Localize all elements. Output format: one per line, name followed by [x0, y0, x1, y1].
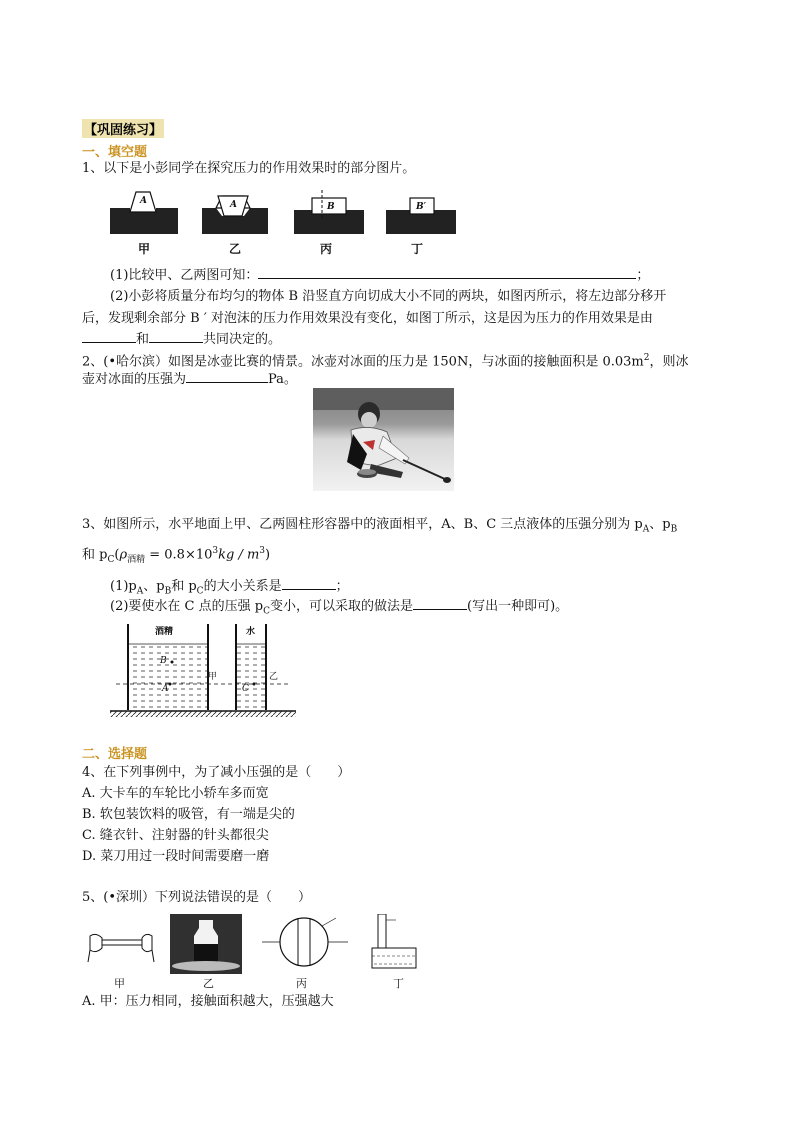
q5-stem: 5、(•深圳）下列说法错误的是（ ）: [82, 890, 312, 905]
point-c: C: [242, 684, 249, 694]
q2-blank[interactable]: [186, 370, 268, 383]
q1-part2-line2: 后，发现剩余部分 B ′ 对泡沫的压力作用效果没有变化，如图丁所示，这是因为压力的作用效果是由: [82, 311, 653, 326]
q1-label-yi: 乙: [229, 242, 242, 256]
q5-label-jia: 甲: [114, 977, 125, 990]
block-a1: A: [140, 196, 147, 206]
q4-option-d[interactable]: D. 菜刀用过一段时间需要磨一磨: [82, 849, 270, 864]
q1-label-ding: 丁: [411, 242, 424, 256]
q1-label-jia: 甲: [138, 242, 151, 256]
fig5-bing: [262, 918, 348, 966]
fig5-ding: [372, 914, 416, 968]
q5-label-bing: 丙: [296, 977, 307, 990]
fig-label-shui: 水: [246, 627, 256, 637]
q3-part2: (2)要使水在 C 点的压强 $p_C$变小，可以采取的做法是 (写出一种即可)。: [110, 599, 569, 617]
q2-line1: 2、(•哈尔滨）如图是冰壶比赛的情景。冰壶对冰面的压力是 150N，与冰面的接触面积是 $0.03m^2$，则冰: [82, 353, 689, 370]
curling-photo: [313, 388, 454, 491]
q1-part1: (1)比较甲、乙两图可知： ；: [110, 268, 650, 283]
fig5-jia: [88, 934, 154, 962]
practice-header: 【巩固练习】: [82, 119, 164, 138]
q1-blank1[interactable]: [258, 266, 636, 279]
fig-bing: [294, 190, 364, 234]
q5-figure: [86, 914, 426, 976]
q1-figure: [108, 188, 468, 238]
section-choice: 二、选择题: [82, 747, 148, 762]
q1-stem: 1、以下是小彭同学在探究压力的作用效果时的部分图片。: [82, 161, 416, 176]
q3-part1: $(1)p_A$、$p_B$和 $p_C$的大小关系是 ；: [110, 579, 349, 597]
q5-option-a[interactable]: A. 甲：压力相同，接触面积越大，压强越大: [82, 994, 334, 1009]
q4-option-b[interactable]: B. 软包装饮料的吸管，有一端是尖的: [82, 807, 295, 822]
fig5-yi: [170, 914, 242, 974]
q3-blank1[interactable]: [282, 577, 336, 590]
fig-label-jiujing: 酒精: [155, 627, 174, 637]
point-b: B: [160, 656, 167, 666]
q1-part2-line1: (2)小彭将质量分布均匀的物体 B 沿竖直方向切成大小不同的两块，如图丙所示，将左边部分移开: [110, 289, 667, 304]
q4-option-a[interactable]: A. 大卡车的车轮比小轿车多而宽: [82, 786, 269, 801]
q4-option-c[interactable]: C. 缝衣针、注射器的针头都很尖: [82, 828, 269, 843]
point-a: A: [162, 684, 169, 694]
q1-label-bing: 丙: [320, 242, 333, 256]
q1-blank2[interactable]: [82, 330, 136, 343]
q4-stem: 4、在下列事例中，为了减小压强的是（ ）: [82, 765, 351, 780]
q1-part2-line3: 和 共同决定的。: [82, 330, 281, 349]
section-fill-blank: 一、填空题: [82, 145, 148, 160]
q2-line2: 壶对冰面的压强为 Pa。: [82, 372, 297, 387]
fig-label-yi: 乙: [269, 672, 279, 682]
q3-blank2[interactable]: [413, 597, 467, 610]
q5-label-ding: 丁: [393, 977, 404, 990]
block-b: B: [327, 202, 335, 212]
block-b-prime: B′: [416, 202, 426, 212]
fig-label-jia: 甲: [208, 672, 218, 682]
q3-line1: 3、如图所示，水平地面上甲、乙两圆柱形容器中的液面相平，A、B、C 三点液体的压强分别为 $p_A$、$p_B$: [82, 517, 678, 535]
q1-blank3[interactable]: [149, 330, 203, 343]
block-a2: A: [230, 200, 237, 210]
q3-line2: 和 $p_C(\rho_{酒精} = 0.8\times 10^3kg / m^3)$: [82, 546, 271, 565]
q5-label-yi: 乙: [203, 977, 214, 990]
